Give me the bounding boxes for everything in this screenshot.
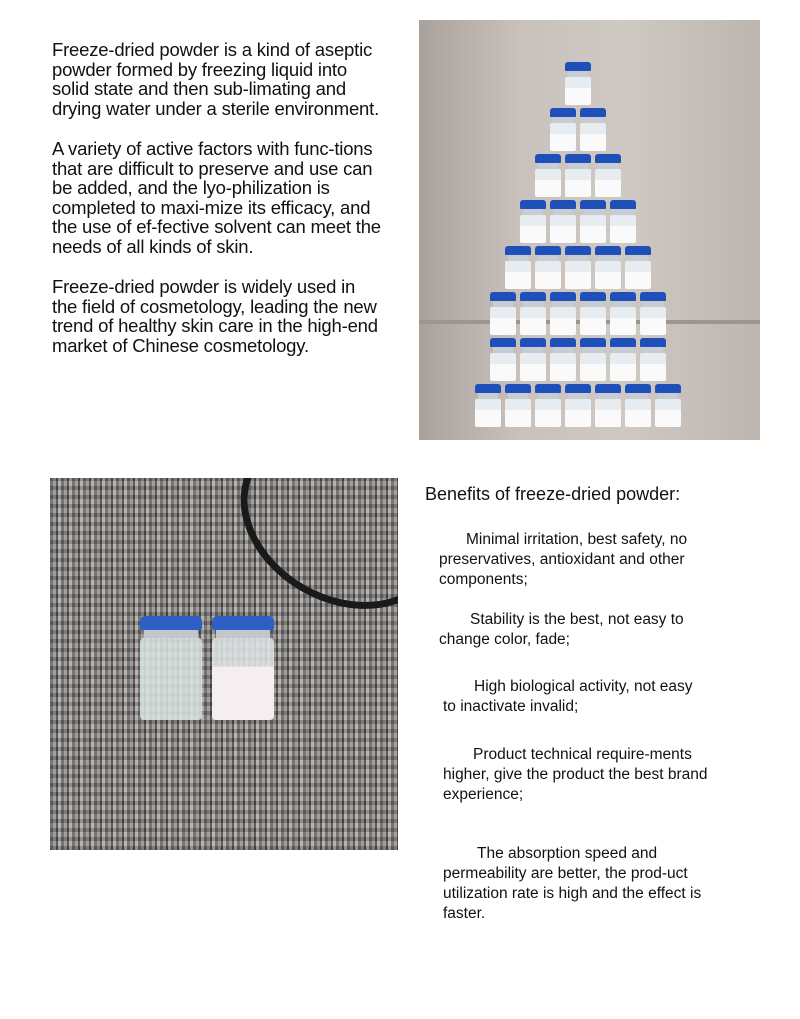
- vial: [505, 246, 531, 289]
- vial: [535, 246, 561, 289]
- vial-row: [419, 108, 748, 151]
- vial: [625, 246, 651, 289]
- vial-row: [419, 246, 748, 289]
- benefit-item: The absorption speed and permeability are better, the prod-uct utilization rate is high and the effect is faster.: [443, 845, 702, 922]
- vial: [490, 292, 516, 335]
- vial: [550, 292, 576, 335]
- intro-paragraph: Freeze-dried powder is a kind of aseptic powder formed by freezing liquid into solid state and then sub-limating and drying water under a sterile environment.: [52, 39, 380, 119]
- intro-paragraph: A variety of active factors with func-tions that are difficult to preserve and use can be added, and the lyo-philization is completed to maxi-mize its efficacy, and the use of ef-fective solvent can meet the needs of all kinds of skin.: [52, 138, 381, 257]
- vial: [535, 384, 561, 427]
- vial-powder: [212, 616, 274, 720]
- benefit-item: High biological activity, not easy to inactivate invalid;: [443, 678, 693, 715]
- benefit-item: Stability is the best, not easy to change color, fade;: [439, 611, 684, 648]
- vial: [580, 200, 606, 243]
- vial: [595, 154, 621, 197]
- vial: [640, 338, 666, 381]
- vial: [580, 292, 606, 335]
- vial: [475, 384, 501, 427]
- vial: [535, 154, 561, 197]
- vial: [550, 338, 576, 381]
- vial: [580, 108, 606, 151]
- vial: [595, 384, 621, 427]
- vial-row: [419, 338, 748, 381]
- vial: [520, 338, 546, 381]
- vial: [565, 246, 591, 289]
- benefit-item: Product technical require-ments higher, give the product the best brand experience;: [443, 746, 708, 803]
- vial: [520, 292, 546, 335]
- intro-paragraph: Freeze-dried powder is widely used in the field of cosmetology, leading the new trend of healthy skin care in the high-end market of Chinese cosmetology.: [52, 276, 378, 356]
- vial: [505, 384, 531, 427]
- vial: [550, 200, 576, 243]
- vial: [595, 246, 621, 289]
- vial: [490, 338, 516, 381]
- vial: [565, 154, 591, 197]
- vial: [550, 108, 576, 151]
- vial-row: [419, 154, 748, 197]
- benefit-item: Minimal irritation, best safety, no preservatives, antioxidant and other components;: [439, 531, 688, 588]
- intro-text: [52, 40, 382, 376]
- vial-row: [419, 200, 748, 243]
- vials-on-carpet-photo: [50, 478, 398, 850]
- vial: [610, 200, 636, 243]
- vial: [625, 384, 651, 427]
- benefits-title: Benefits of freeze-dried powder:: [425, 484, 681, 504]
- vial-row: [419, 62, 748, 105]
- vial: [610, 338, 636, 381]
- vial: [640, 292, 666, 335]
- vial: [565, 62, 591, 105]
- vial: [565, 384, 591, 427]
- vial-row: [419, 384, 748, 427]
- vial-pyramid-photo: [419, 20, 760, 440]
- vial: [610, 292, 636, 335]
- vial-liquid: [140, 616, 202, 720]
- vial: [520, 200, 546, 243]
- vial-row: [419, 292, 748, 335]
- vial: [580, 338, 606, 381]
- vial: [655, 384, 681, 427]
